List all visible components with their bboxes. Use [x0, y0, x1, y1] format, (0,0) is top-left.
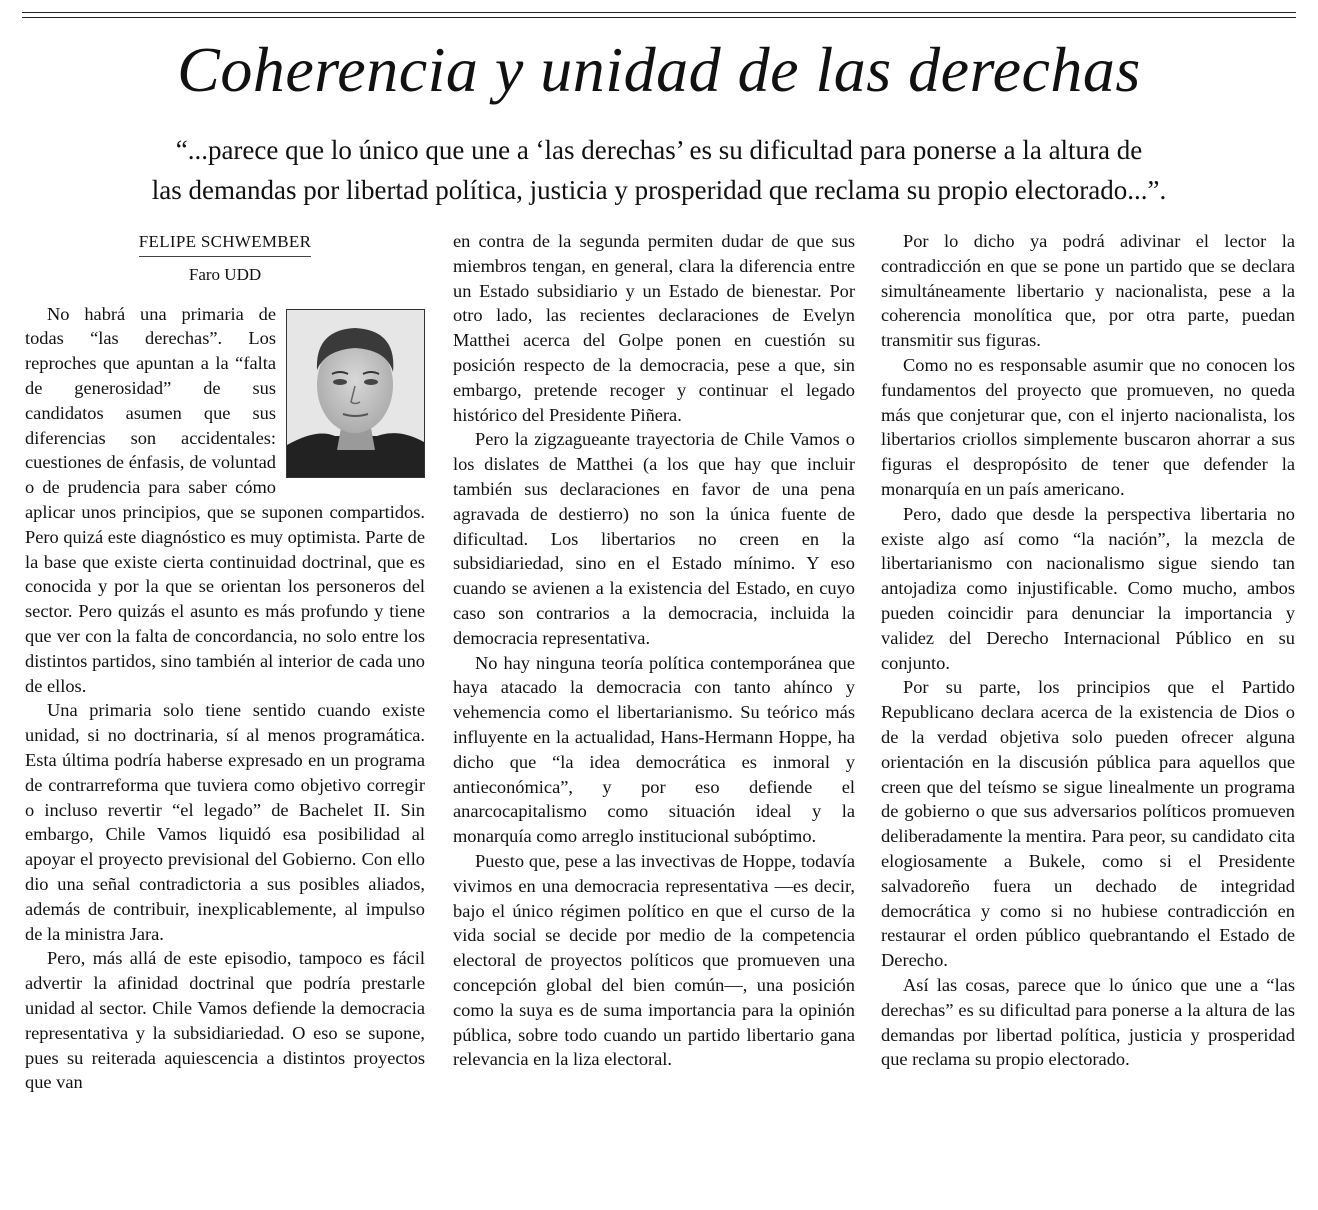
paragraph: Por su parte, los principios que el Partido Republicano declara acerca de la existencia de Dios o de la verdad objetiva solo pueden ofrecer alguna orientación en la discusión pública para aquellos que creen que del teísmo se sigue linealmente un programa de gobierno o que sus adversarios políticos promueven deliberadamente la mentira. Para peor, su candidato cita elogiosamente a Bukele, como si el Presidente salvadoreño fuera un dechado de integridad democrática y como si no hubiese contradicción en restaurar el orden público quebrantando el Estado de Derecho. [881, 677, 1295, 971]
paragraph-text: No habrá una primaria de todas “las derechas”. Los reproches que apuntan a la “falta de generosidad” de sus candidatos asumen que sus diferencias son accidentales: cuestiones de énfasis, de voluntad o de prudencia para saber cómo aplicar unos principios, que se suponen compartidos. Pero quizá este diagnóstico es muy optimista. Parte de la base que existe cierta continuidad doctrinal, que es conocida y por la que se orientan los personeros del sector. Pero quizás el asunto es más profundo y tiene que ver con la falta de concordancia, no solo entre los distintos partidos, sino también al interior de cada uno de ellos. [25, 303, 425, 696]
top-rule [22, 17, 1296, 18]
paragraph: Pero, dado que desde la perspectiva libertaria no existe algo así como “la nación”, la mezcla de libertarianismo con nacionalismo sigue siendo tan antojadiza como injustificable. Como mucho, ambos pueden coincidir para denunciar la importancia y validez del Derecho Internacional Público en su conjunto. [881, 503, 1295, 673]
pull-quote-line: “...parece que lo único que une a ‘las derechas’ es su dificultad para ponerse a la altura de [175, 135, 1143, 165]
paragraph: en contra de la segunda permiten dudar de que sus miembros tengan, en general, clara la diferencia entre un Estado subsidiario y un Estado de bienestar. Por otro lado, las recientes declaraciones de Evelyn Matthei acerca del Golpe ponen en cuestión su posición respecto de la democracia, pese a que, sin embargo, pretende recoger y continuar el legado histórico del Presidente Piñera. [453, 231, 855, 425]
article-title: Coherencia y unidad de las derechas [177, 34, 1141, 105]
paragraph: Pero, más allá de este episodio, tampoco es fácil advertir la afinidad doctrinal que podría prestarle unidad al sector. Chile Vamos defiende la democracia representativa y la subsidiariedad. O eso se supone, pues su reiterada aquiescencia a distintos proyectos que van [25, 948, 425, 1093]
paragraph [25, 302, 425, 699]
top-rule [22, 12, 1296, 13]
paragraph: Como no es responsable asumir que no conocen los fundamentos del proyecto que promueven, no queda más que conjeturar que, con el injerto nacionalista, los libertarios criollos simplemente buscaron ahorrar a sus figuras el despropósito de tener que defender la monarquía en un país americano. [881, 354, 1295, 499]
pull-quote-line: las demandas por libertad política, justicia y prosperidad que reclama su propio electorado...”. [151, 175, 1167, 205]
column-1 [25, 229, 425, 1095]
paragraph: Pero la zigzagueante trayectoria de Chile Vamos o los dislates de Matthei (a los que hay que incluir también sus declaraciones en favor de una pena agravada de destierro) no son la única fuente de dificultad. Los libertarios no creen en la subsidiariedad, sino en el Estado mínimo. Y eso cuando se avienen a la existencia del Estado, en cuyo caso son contrarios a la democracia, incluida la democracia representativa. [453, 429, 855, 648]
paragraph: Una primaria solo tiene sentido cuando existe unidad, si no doctrinaria, sí al menos programática. Esta última podría haberse expresado en un programa de contrarreforma que tuviera como objetivo corregir o incluso revertir “el legado” de Bachelet II. Sin embargo, Chile Vamos liquidó esa posibilidad al apoyar el proyecto previsional del Gobierno. Con ello dio una señal contradictoria a sus posibles aliados, además de contribuir, inexplicablemente, al impulso de la ministra Jara. [25, 700, 425, 944]
column-2 [453, 229, 855, 1072]
author-portrait-icon [286, 309, 425, 478]
byline [25, 229, 425, 257]
column-3 [881, 229, 1295, 1072]
author-name: FELIPE SCHWEMBER [139, 230, 311, 257]
paragraph: Así las cosas, parece que lo único que une a “las derechas” es su dificultad para ponerse a la altura de las demandas por libertad política, justicia y prosperidad que reclama su propio electorado. [881, 974, 1295, 1070]
paragraph: Por lo dicho ya podrá adivinar el lector la contradicción en que se pone un partido que se declara simultáneamente libertario y nacionalista, pese a la coherencia monolítica que, por otra parte, puedan transmitir sus figuras. [881, 231, 1295, 351]
pull-quote [60, 130, 1258, 210]
paragraph: Puesto que, pese a las invectivas de Hoppe, todavía vivimos en una democracia representativa —es decir, bajo el único régimen político en que el curso de la vida social se decide por medio de la competencia electoral de proyectos políticos que promueven una concepción global del bien común—, una posición como la suya es de suma importancia para la opinión pública, sobre todo cuando un partido libertario gana relevancia en la liza electoral. [453, 850, 855, 1070]
author-affiliation: Faro UDD [188, 264, 262, 284]
paragraph: No hay ninguna teoría política contemporánea que haya atacado la democracia con tanto ahínco y vehemencia como el libertarianismo. Su teórico más influyente en la actualidad, Hans-Hermann Hoppe, ha dicho que “la idea democrática es inmoral y antieconómica”, y por eso defiende el anarcocapitalismo como situación ideal y la monarquía como arreglo institucional subóptimo. [453, 652, 855, 847]
